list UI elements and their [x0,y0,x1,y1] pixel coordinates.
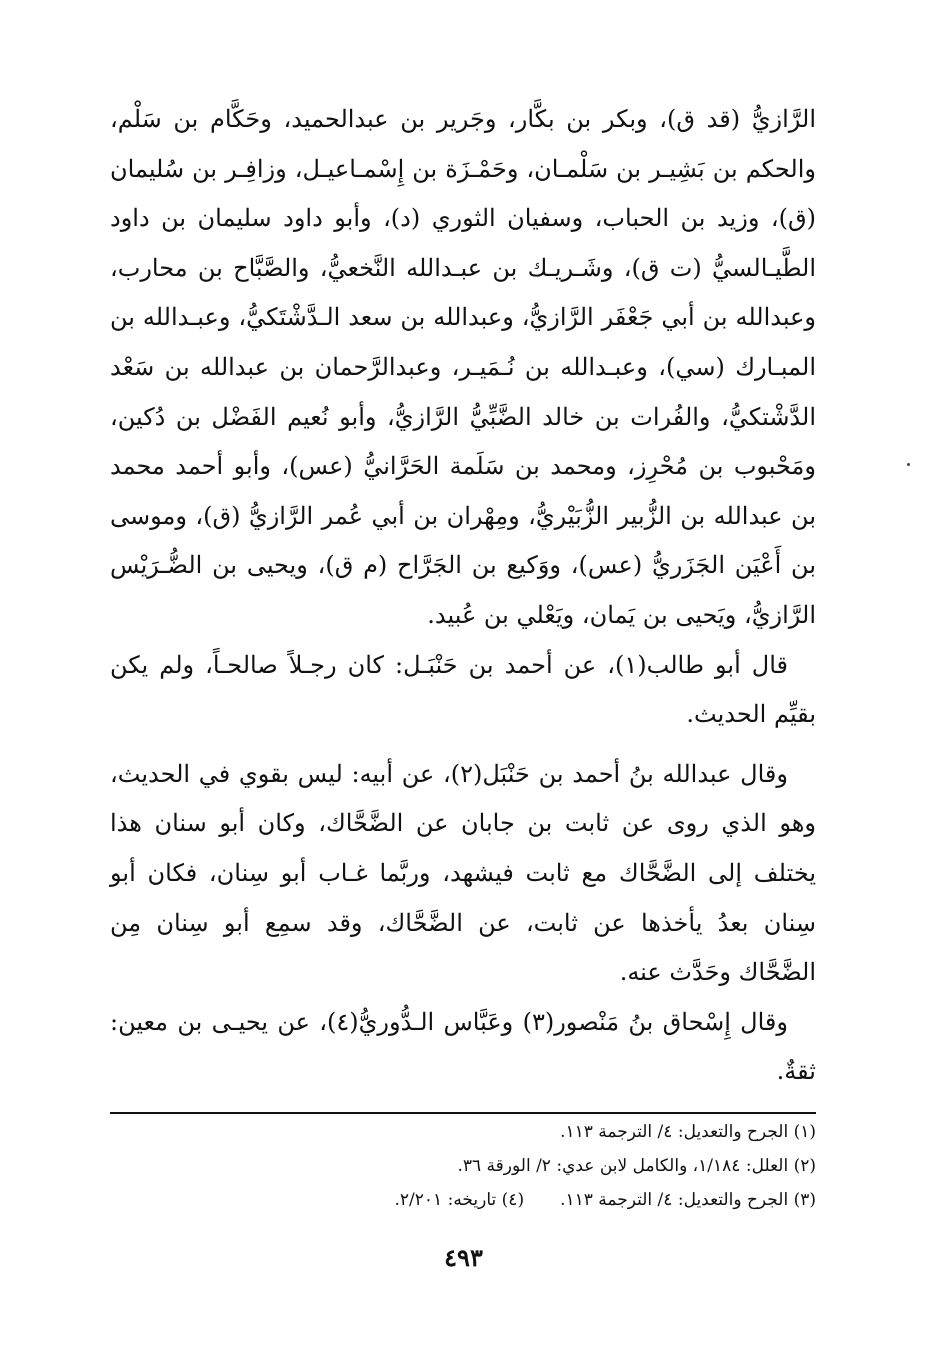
footnote-2: (٢) العلل: ١/١٨٤، والكامل لابن عدي: ٢/ الورقة ٣٦. [457,1156,816,1176]
paragraph-ishaq-abbas: وقال إِسْحاق بنُ مَنْصور(٣) وعَبَّاس الـدُّوريُّ(٤)، عن يحيـى بن معين: ثقةٌ. [110,1007,816,1086]
main-text [110,95,816,1097]
footnotes [110,1115,816,1217]
footnote-3: (٣) الجرح والتعديل: ٤/ الترجمة ١١٣. [560,1190,816,1210]
paragraph-abu-talib: قال أبو طالب(١)، عن أحمد بن حَنْبَـل: كان رجـلاً صالحـاً، ولم يكن بقيِّم الحديث. [110,650,816,729]
footnote-divider [110,1112,816,1114]
paragraph-abdullah-ibn-ahmad: وقال عبدالله بنُ أحمد بن حَنْبَل(٢)، عن أبيه: ليس بقوي في الحديث، وهو الذي روى عن ثابت بن جابان عن الضَّحَّاك، وكان أبو سنان هذا يختلف إلى الضَّحَّاك مع ثابت فيشهد، وربَّما غـاب أبو سِنان، فكان أبو سِنان بعدُ يأخذها عن ثابت، عن الضَّحَّاك، وقد سمِع أبو سِنان مِن الضَّحَّاك وحَدَّث عنه. [110,759,816,987]
page-number: ٤٩٣ [444,1243,483,1272]
footnote-1: (١) الجرح والتعديل: ٤/ الترجمة ١١٣. [560,1122,816,1142]
footnote-4: (٤) تاريخه: ٢/٢٠١. [394,1190,525,1210]
margin-dot [907,463,910,466]
paragraph-narrators-list: الرَّازيُّ (قد ق)، وبكر بن بكَّار، وجَرير بن عبدالحميد، وحَكَّام بن سَلْم، والحكم بن بَشِيـر بن سَلْمـان، وحَمْـزَة بن إِسْمـاعيـل، وزافِـر بن سُليمان (ق)، وزيد بن الحباب، وسفيان الثوري (د)، وأبو داود سليمان بن داود الطَّيـالسيُّ (ت ق)، وشَـريـك بن عبـدالله النَّخعيُّ، والصَّبَّاح بن محارب، وعبدالله بن أبي جَعْفَر الرَّازيُّ، وعبدالله بن سعد الـدَّشْتَكيُّ، وعبـدالله بن المبـارك (سي)، وعبـدالله بن نُـمَيـر، وعبدالرَّحمان بن عبدالله بن سَعْد الدَّشْتكيُّ، والفُرات بن خالد الضَّبِّيُّ الرَّازيُّ، وأبو نُعيم الفَضْل بن دُكين، ومَحْبوب بن مُحْرِز، ومحمد بن سَلَمة الحَرَّانيُّ (عس)، وأبو أحمد محمد بن عبدالله بن الزُّبير الزُّبَيْريُّ، ومِهْران بن أبي عُمر الرَّازيُّ (ق)، وموسى بن أَعْيَن الجَزَريُّ (عس)، ووَكيع بن الجَرَّاح (م ق)، ويحيى بن الضُّـرَيْس الرَّازيُّ، ويَحيى بن يَمان، ويَعْلي بن عُبيد. [110,105,817,629]
footnote-row-3-4 [110,1183,816,1217]
